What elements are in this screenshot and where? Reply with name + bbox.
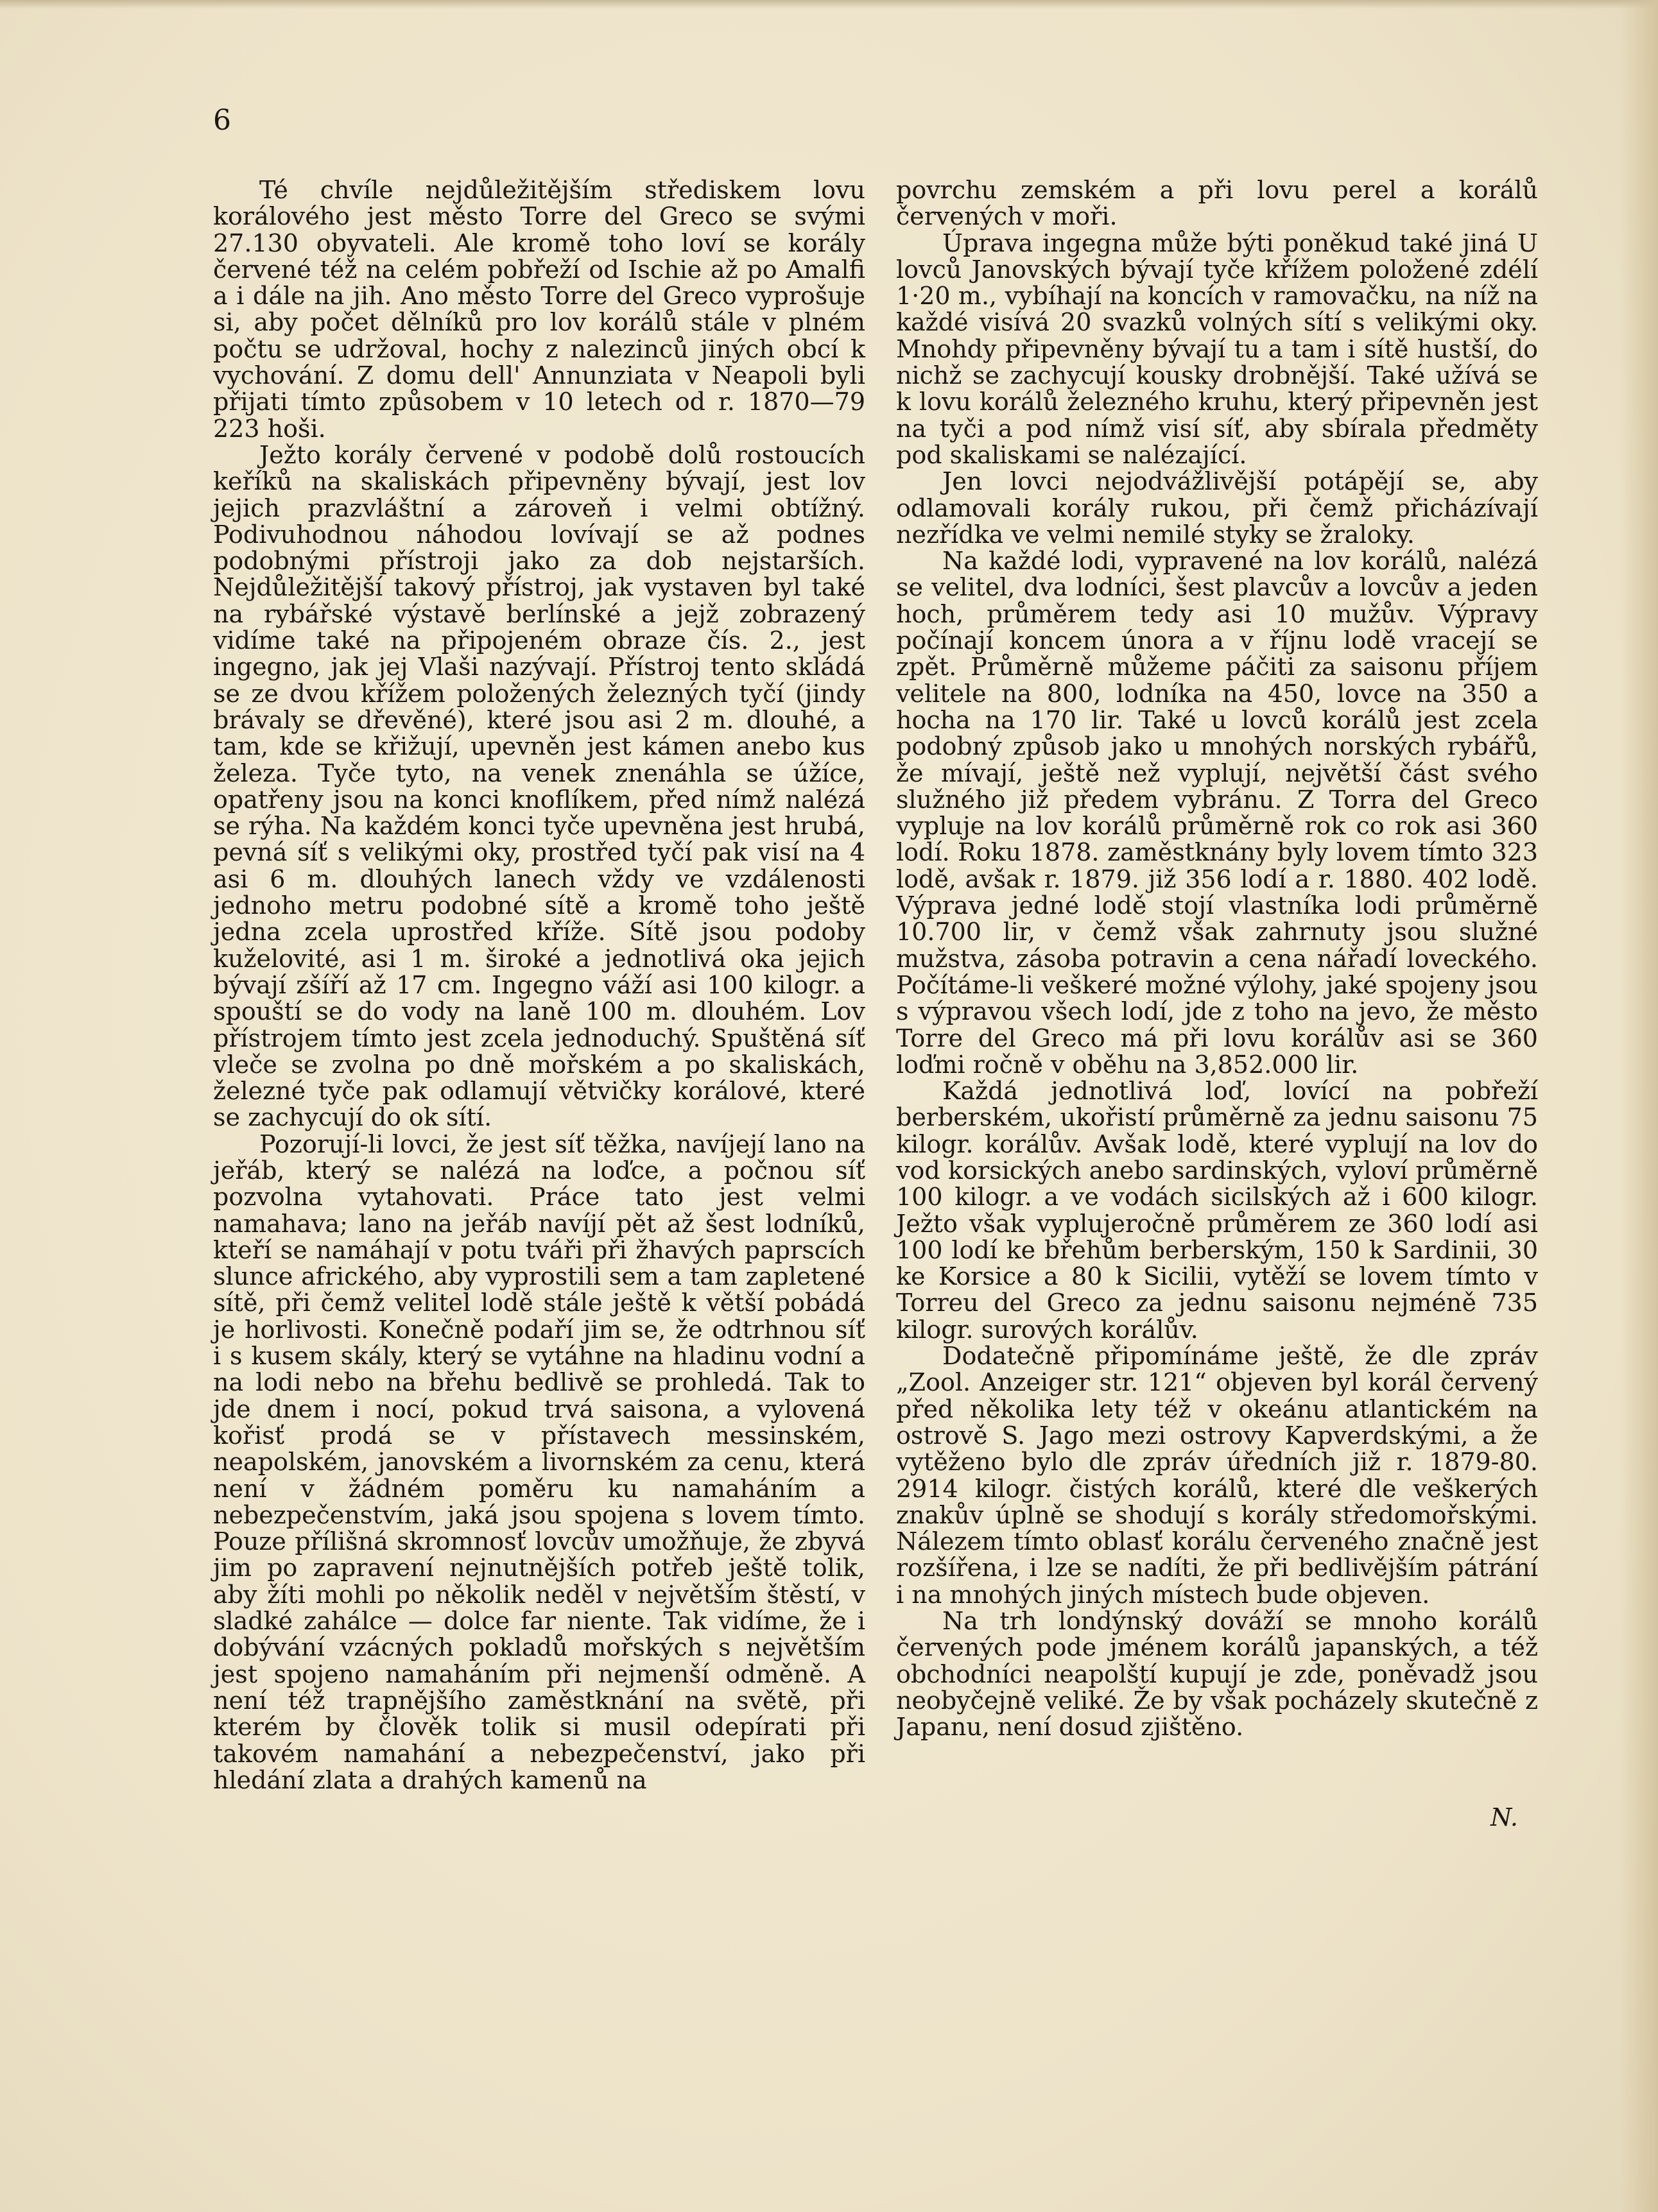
left-column: [213, 177, 865, 1794]
paragraph: Jen lovci nejodvážlivější potápějí se, aby odlamovali korály rukou, při čemž přicházívají nezřídka ve velmi nemilé styky se žraloky.: [896, 467, 1538, 549]
paragraph: Na každé lodi, vypravené na lov korálů, nalézá se velitel, dva lodníci, šest plavcův a lovcův a jeden hoch, průměrem tedy asi 10 mužův. Výpravy počínají koncem února a v říjnu lodě vracejí se zpět. Průměrně můžeme páčiti za saisonu příjem velitele na 800, lodníka na 450, lovce na 350 a hocha na 170 lir. Také u lovců korálů jest zcela podobný způsob jako u mnohých norských rybářů, že mívají, ještě než vyplují, největší část svého služného již předem vybránu. Z Torra del Greco vypluje na lov korálů průměrně rok co rok asi 360 lodí. Roku 1878. zaměstknány byly lovem tímto 323 lodě, avšak r. 1879. již 356 lodí a r. 1880. 402 lodě. Výprava jedné lodě stojí vlastníka lodi průměrně 10.700 lir, v čemž však zahrnuty jsou služné mužstva, zásoba potravin a cena nářadí loveckého. Počítáme-li veškeré možné výlohy, jaké spojeny jsou s výpravou všech lodí, jde z toho na jevo, že město Torre del Greco má při lovu korálův asi se 360 loďmi ročně v oběhu na 3,852.000 lir.: [896, 547, 1538, 1079]
paragraph-continued: povrchu zemském a při lovu perel a korálů červených v moři.: [896, 176, 1538, 231]
top-page-edge: [0, 0, 1658, 9]
paragraph: Každá jednotlivá loď, lovící na pobřeží berberském, ukořistí průměrně za jednu saisonu 75 kilogr. korálův. Avšak lodě, které vyplují na lov do vod korsických anebo sardinských, vyloví průměrně 100 kilogr. a ve vodách sicilských až i 600 kilogr. Ježto však vyplujeročně průměrem ze 360 lodí asi 100 lodí ke břehům berberským, 150 k Sardinii, 30 ke Korsice a 80 k Sicilii, vytěží se lovem tímto v Torreu del Greco za jednu saisonu nejméně 735 kilogr. surových korálův.: [896, 1077, 1538, 1344]
paragraph: Dodatečně připomínáme ještě, že dle zpráv „Zool. Anzeiger str. 121“ objeven byl korál červený před několika lety též v okeánu atlantickém na ostrově S. Jago mezi ostrovy Kapverdskými, a že vytěženo bylo dle zpráv úředních již r. 1879-80. 2914 kilogr. čistých korálů, které dle veškerých znakův úplně se shodují s korály středomořskými. Nálezem tímto oblasť korálu červeného značně jest rozšířena, i lze se nadíti, že při bedlivějším pátrání i na mnohých jiných místech bude objeven.: [896, 1342, 1538, 1609]
paragraph: Pozorují-li lovci, že jest síť těžka, navíjejí lano na jeřáb, který se nalézá na loďce, a počnou síť pozvolna vytahovati. Práce tato jest velmi namahava; lano na jeřáb navíjí pět až šest lodníků, kteří se namáhají v potu tváři při žhavých paprscích slunce afrického, aby vyprostili sem a tam zapletené sítě, při čemž velitel lodě stále ještě k větší pobádá je horlivosti. Konečně podaří jim se, že odtrhnou síť i s kusem skály, který se vytáhne na hladinu vodní a na lodi nebo na břehu bedlivě se prohledá. Tak to jde dnem i nocí, pokud trvá saisona, a vylovená kořisť prodá se v přístavech messinském, neapolském, janovském a livornském za cenu, která není v žádném poměru ku namaháním a nebezpečenstvím, jaká jsou spojena s lovem tímto. Pouze přílišná skromnosť lovcův umožňuje, že zbyvá jim po zapravení nejnutnějších potřeb ještě tolik, aby žíti mohli po několik neděl v největším štěstí, v sladké zahálce — dolce far niente. Tak vidíme, že i dobývání vzácných pokladů mořských s největším jest spojeno namaháním při nejmenší odměně. A není též trapnějšího zaměstknání na světě, při kterém by člověk tolik si musil odepírati při takovém namahání a nebezpečenství, jako při hledání zlata a drahých kamenů na: [213, 1129, 865, 1794]
paragraph: Úprava ingegna může býti poněkud také jiná U lovců Janovských bývají tyče křížem položené zdélí 1·20 m., vybíhají na koncích v ramovačku, na níž na každé visívá 20 svazků volných sítí s velikými oky. Mnohdy připevněny bývají tu a tam i sítě hustší, do nichž se zachycují kousky drobnější. Také užívá se k lovu korálů železného kruhu, který připevněn jest na tyči a pod nímž visí síť, aby sbírala předměty pod skaliskami se nalézající.: [896, 228, 1538, 469]
paragraph: Na trh londýnský dováží se mnoho korálů červených pode jménem korálů japanských, a též obchodníci neapolští kupují je zde, poněvadž jsou neobyčejně veliké. Že by však pocházely skutečně z Japanu, není dosud zjištěno.: [896, 1607, 1538, 1742]
right-column: [896, 177, 1538, 1741]
page-number: 6: [213, 104, 231, 137]
author-signature: N.: [1490, 1803, 1518, 1831]
paragraph: Ježto korály červené v podobě dolů rostoucích keříků na skaliskách připevněny bývají, jest lov jejich prazvláštní a zároveň i velmi obtížný. Podivuhodnou náhodou lovívají se až podnes podobnými přístroji jako za dob nejstarších. Nejdůležitější takový přístroj, jak vystaven byl také na rybářské výstavě berlínské a jejž zobrazený vidíme také na připojeném obraze čís. 2., jest ingegno, jak jej Vlaši nazývají. Přístroj tento skládá se ze dvou křížem položených železných tyčí (jindy brávaly se dřevěné), které jsou asi 2 m. dlouhé, a tam, kde se křižují, upevněn jest kámen anebo kus železa. Tyče tyto, na venek znenáhla se úžíce, opatřeny jsou na konci knoflíkem, před nímž nalézá se rýha. Na každém konci tyče upevněna jest hrubá, pevná síť s velikými oky, prostřed tyčí pak visí na 4 asi 6 m. dlouhých lanech vždy ve vzdálenosti jednoho metru podobné sítě a kromě toho ještě jedna zcela uprostřed kříže. Sítě jsou podoby kuželovité, asi 1 m. široké a jednotlivá oka jejich bývají zšíří až 17 cm. Ingegno váží asi 100 kilogr. a spouští se do vody na laně 100 m. dlouhém. Lov přístrojem tímto jest zcela jednoduchý. Spuštěná síť vleče se zvolna po dně mořském a po skaliskách, železné tyče pak odlamují větvičky korálové, které se zachycují do ok sítí.: [213, 440, 865, 1132]
right-page-edge: [1619, 0, 1658, 2212]
paragraph: Té chvíle nejdůležitějším střediskem lovu korálového jest město Torre del Greco se svými 27.130 obyvateli. Ale kromě toho loví se korály červené též na celém pobřeží od Ischie až po Amalfi a i dále na jih. Ano město Torre del Greco vyprošuje si, aby počet dělníků pro lov korálů stále v plném počtu se udržoval, hochy z nalezinců jiných obcí k vychování. Z domu dell' Annunziata v Neapoli byli přijati tímto způsobem v 10 letech od r. 1870—79 223 hoši.: [213, 176, 865, 443]
